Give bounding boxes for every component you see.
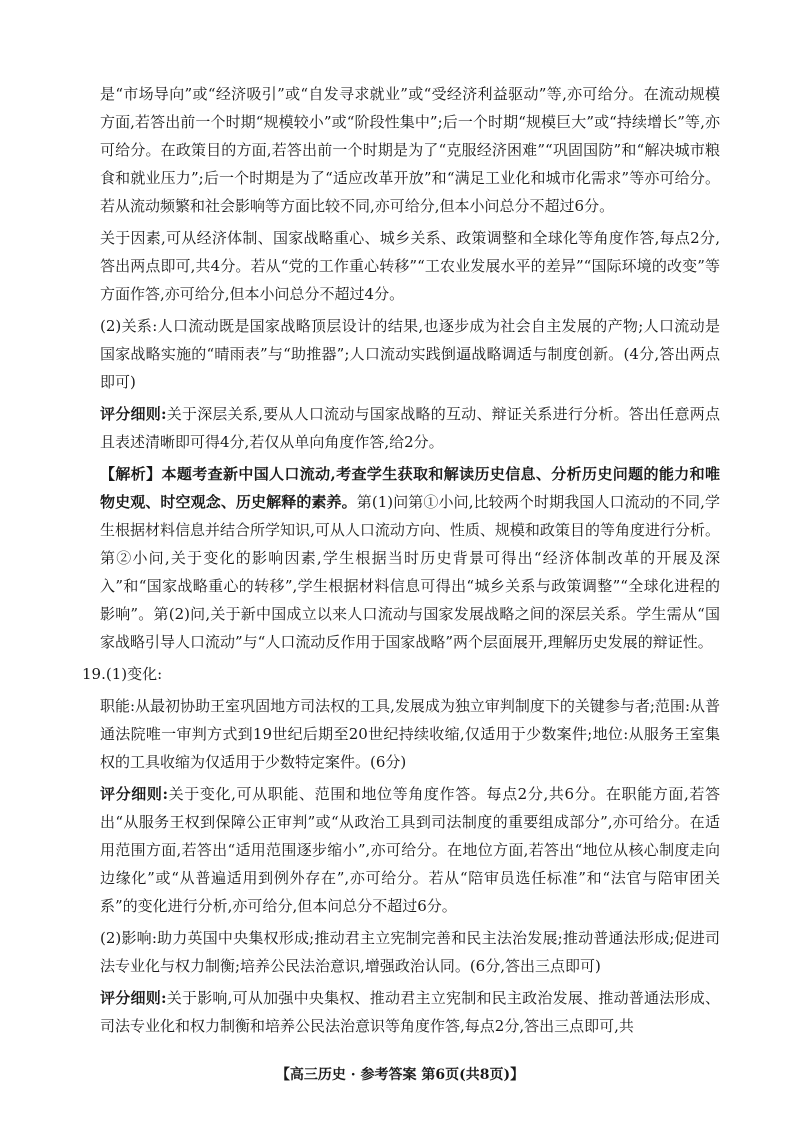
scoring-rules-text: 关于变化,可从职能、范围和地位等角度作答。每点2分,共6分。在职能方面,若答出“从服务王权到保障公正审判”或“从政治工具到司法制度的重要组成部分”,亦可给分。在适用范围方面,若答出“适用范围逐步缩小”,亦可给分。在地位方面,若答出“地位从核心制度走向边缘化”或“从普遍适用到例外存在”,亦可给分。若从“陪审员选任标准”和“法官与陪审团关系”的变化进行分析,亦可给分,但本问总分不超过6分。: [100, 785, 720, 915]
analysis-text: 第(1)问第①小问,比较两个时期我国人口流动的不同,学生根据材料信息并结合所学知识,可从人口流动方向、性质、规模和政策目的等角度进行分析。第②小问,关于变化的影响因素,学生根据当时历史背景可得出“经济体制改革的开展及深入”和“国家战略重心的转移”,学生根据材料信息可得出“城乡关系与政策调整”“全球化进程的影响”。第(2)问,关于新中国成立以来人口流动与国家发展战略之间的深层关系。学生需从“国家战略引导人口流动”与“人口流动反作用于国家战略”两个层面展开,理解历史发展的辩证性。: [100, 493, 720, 651]
scoring-rules-heading: 评分细则:: [100, 405, 167, 423]
paragraph-7-jury-changes: 职能:从最初协助王室巩固地方司法权的工具,发展成为独立审判制度下的关键参与者;范围:从普通法院唯一审判方式到19世纪后期至20世纪持续收缩,仅适用于少数案件;地位:从服务王室集权的工具收缩为仅适用于少数特定案件。(6分): [100, 697, 720, 771]
paragraph-1-comparison-scoring: 是“市场导向”或“经济吸引”或“自发寻求就业”或“受经济利益驱动”等,亦可给分。在流动规模方面,若答出前一个时期“规模较小”或“阶段性集中”;后一个时期“规模巨大”或“持续增长”等,亦可给分。在政策目的方面,若答出前一个时期是为了“克服经济困难”“巩固国防”和“解决城市粮食和就业压力”;后一个时期是为了“适应改革开放”和“满足工业化和城市化需求”等亦可给分。若从流动频繁和社会影响等方面比较不同,亦可给分,但本小问总分不超过6分。: [100, 85, 720, 215]
analysis-heading: 【解析】本题考查新中国人口流动,考查学生获取和解读历史信息、分析历史问题的能力和唯物史观、时空观念、历史解释的素养。: [100, 465, 720, 511]
paragraph-8-scoring-rules: [100, 780, 720, 920]
scoring-rules-heading: 评分细则:: [100, 785, 169, 803]
paragraph-2-factors-scoring: 关于因素,可从经济体制、国家战略重心、城乡关系、政策调整和全球化等角度作答,每点2分,答出两点即可,共4分。若从“党的工作重心转移”“工农业发展水平的差异”“国际环境的改变”等方面作答,亦可给分,但本小问总分不超过4分。: [100, 229, 720, 303]
question-19-heading: [82, 660, 720, 688]
question-19-part-1-label: (1)变化:: [105, 665, 163, 683]
paragraph-10-scoring-rules: [100, 984, 720, 1040]
paragraph-9-impact-answer: (2)影响:助力英国中央集权形成;推动君主立宪制完善和民主法治发展;推动普通法形成;促进司法专业化与权力制衡;培养公民法治意识,增强政治认同。(6分,答出三点即可): [100, 929, 720, 975]
page-footer: 【高三历史 · 参考答案 第6页(共8页)】: [275, 1067, 525, 1083]
scoring-rules-heading: 评分细则:: [100, 989, 167, 1007]
answer-page: [82, 80, 720, 1044]
paragraph-5-analysis: [100, 460, 720, 656]
scoring-rules-text: 关于影响,可从加强中央集权、推动君主立宪制和民主政治发展、推动普通法形成、司法专业化和权力制衡和培养公民法治意识等角度作答,每点2分,答出三点即可,共: [100, 989, 720, 1035]
paragraph-3-relationship-answer: (2)关系:人口流动既是国家战略顶层设计的结果,也逐步成为社会自主发展的产物;人口流动是国家战略实施的“晴雨表”与“助推器”;人口流动实践倒逼战略调适与制度创新。(4分,答出两点即可): [100, 317, 720, 391]
paragraph-4-scoring-rules: [100, 400, 720, 456]
scoring-rules-text: 关于深层关系,要从人口流动与国家战略的互动、辩证关系进行分析。答出任意两点且表述清晰即可得4分,若仅从单向角度作答,给2分。: [100, 405, 720, 451]
question-number: 19.: [82, 665, 106, 683]
